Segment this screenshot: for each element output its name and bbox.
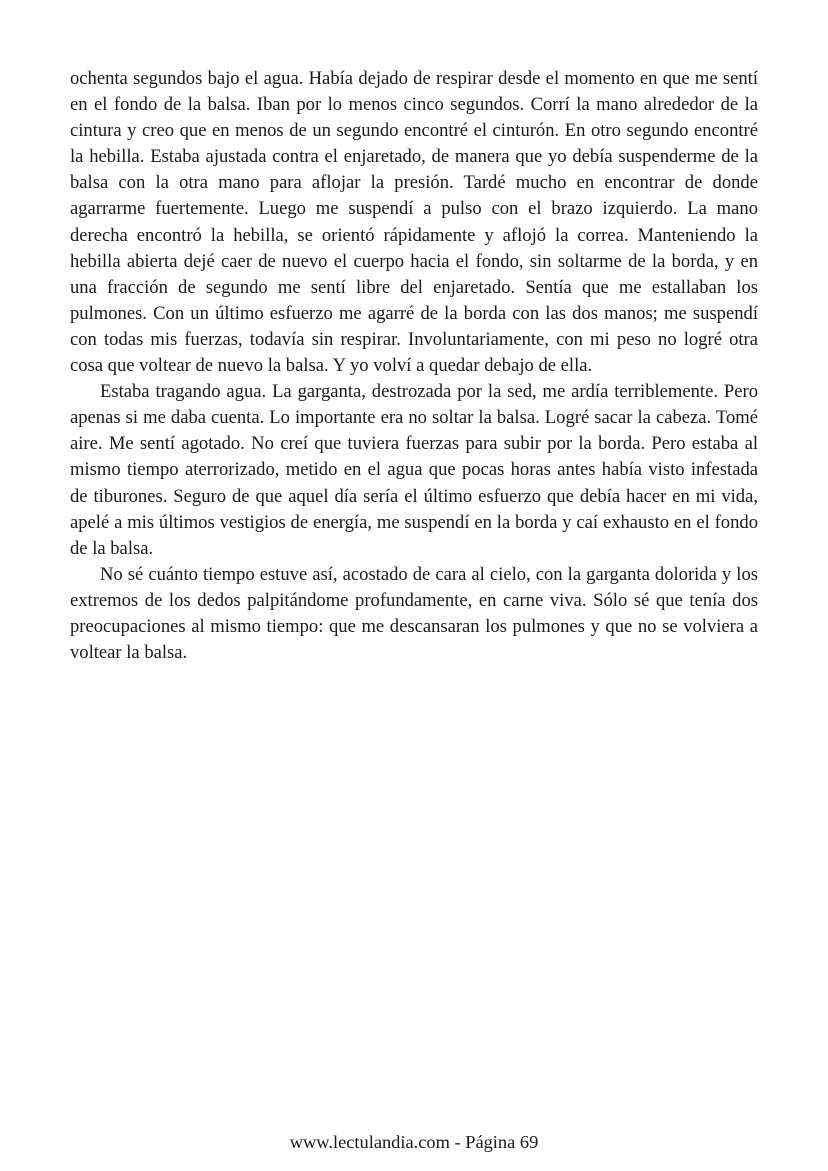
paragraph-3: No sé cuánto tiempo estuve así, acostado de cara al cielo, con la garganta dolorida y los extremos de los dedos palpitándome profundamente, en carne viva. Sólo sé que tenía dos preocupaciones al mismo tiempo: que me descansaran los pulmones y que no se volviera a voltear la balsa. <box>70 563 758 664</box>
page-footer: www.lectulandia.com - Página 69 <box>289 1132 539 1152</box>
paragraph-1: ochenta segundos bajo el agua. Había dejado de respirar desde el momento en que me sentí en el fondo de la balsa. Iban por lo menos cinco segundos. Corrí la mano alrededor de la cintura y creo que en menos de un segundo encontré el cinturón. En otro segundo encontré la hebilla. Estaba ajustada contra el enjaretado, de manera que yo debía suspenderme de la balsa con la otra mano para aflojar la presión. Tardé mucho en encontrar de donde agarrarme fuertemente. Luego me suspendí a pulso con el brazo izquierdo. La mano derecha encontró la hebilla, se orientó rápidamente y aflojó la correa. Manteniendo la hebilla abierta dejé caer de nuevo el cuerpo hacia el fondo, sin soltarme de la borda, y en una fracción de segundo me sentí libre del enjaretado. Sentía que me estallaban los pulmones. Con un último esfuerzo me agarré de la borda con las dos manos; me suspendí con todas mis fuerzas, todavía sin respirar. Involuntariamente, con mi peso no logré otra cosa que voltear de nuevo la balsa. Y yo volví a quedar debajo de ella. <box>70 68 758 377</box>
page-body <box>70 66 758 666</box>
paragraph-2: Estaba tragando agua. La garganta, destrozada por la sed, me ardía terriblemente. Pero apenas si me daba cuenta. Lo importante era no soltar la balsa. Logré sacar la cabeza. Tomé aire. Me sentí agotado. No creí que tuviera fuerzas para subir por la borda. Pero estaba al mismo tiempo aterrorizado, metido en el agua que pocas horas antes había visto infestada de tiburones. Seguro de que aquel día sería el último esfuerzo que debía hacer en mi vida, apelé a mis últimos vestigios de energía, me suspendí en la borda y caí exhausto en el fondo de la balsa. <box>70 381 758 559</box>
